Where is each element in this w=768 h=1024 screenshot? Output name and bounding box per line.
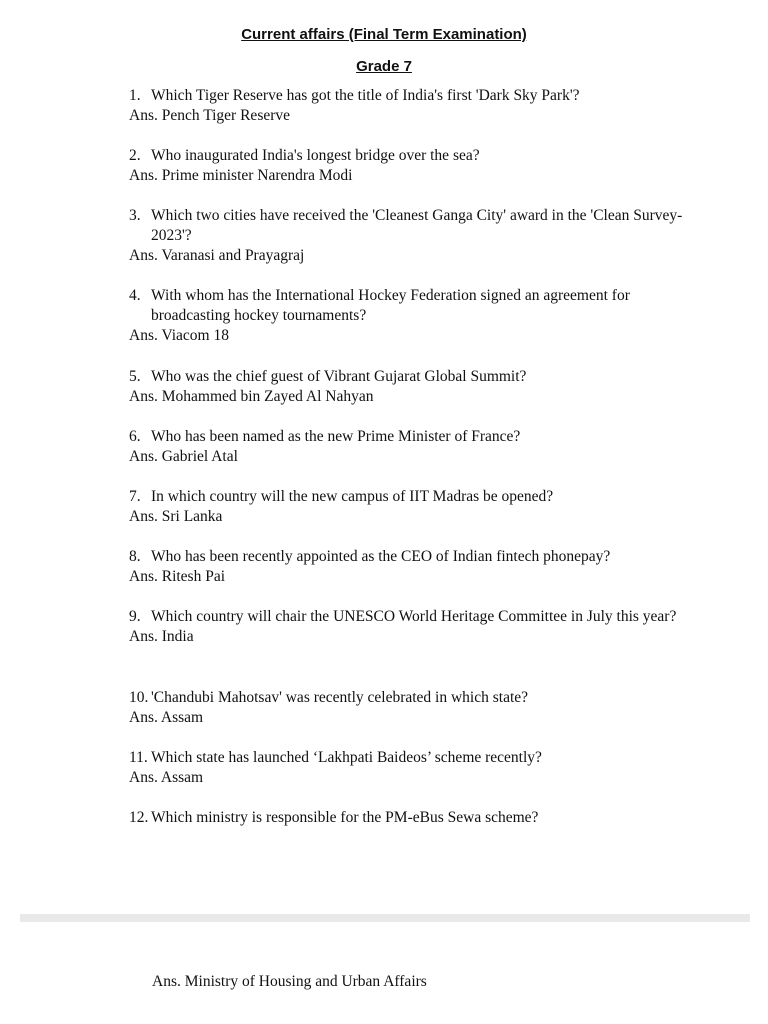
answer-text: Ans. Varanasi and Prayagraj xyxy=(129,247,305,264)
question-number: 3. xyxy=(129,207,141,224)
question-text: Who was the chief guest of Vibrant Gujarat Global Summit? xyxy=(151,368,527,385)
page-title: Current affairs (Final Term Examination) xyxy=(241,26,527,43)
question-number: 5. xyxy=(129,368,141,385)
question-number: 1. xyxy=(129,87,141,104)
question-text: 'Chandubi Mahotsav' was recently celebrated in which state? xyxy=(151,689,529,706)
continuation-answer: Ans. Ministry of Housing and Urban Affairs xyxy=(152,973,427,990)
answer-text: Ans. Prime minister Narendra Modi xyxy=(129,167,353,184)
question-number: 10. xyxy=(129,689,149,706)
question-text: Which Tiger Reserve has got the title of India's first 'Dark Sky Park'? xyxy=(151,87,580,104)
qa-item-9 xyxy=(129,607,689,647)
question-text: Who has been named as the new Prime Minister of France? xyxy=(151,428,521,445)
answer-text: Ans. Ritesh Pai xyxy=(129,568,226,585)
answer-text: Ans. Assam xyxy=(129,769,204,786)
qa-item-5 xyxy=(129,367,689,407)
question-number: 8. xyxy=(129,548,141,565)
question-text: Who inaugurated India's longest bridge over the sea? xyxy=(151,147,480,164)
question-text: In which country will the new campus of IIT Madras be opened? xyxy=(151,488,554,505)
question-number: 2. xyxy=(129,147,141,164)
qa-item-7 xyxy=(129,487,689,527)
answer-text: Ans. Assam xyxy=(129,709,204,726)
question-text: Who has been recently appointed as the CEO of Indian fintech phonepay? xyxy=(151,548,611,565)
question-number: 4. xyxy=(129,287,141,304)
qa-item-3 xyxy=(129,206,689,266)
answer-text: Ans. Viacom 18 xyxy=(129,327,229,344)
qa-item-10 xyxy=(129,688,689,728)
qa-item-4 xyxy=(129,286,689,346)
question-text: With whom has the International Hockey Federation signed an agreement for broadcasting hockey tournaments? xyxy=(151,287,630,324)
question-number: 7. xyxy=(129,488,141,505)
answer-text: Ans. Sri Lanka xyxy=(129,508,223,525)
question-text: Which two cities have received the 'Cleanest Ganga City' award in the 'Clean Survey-2023'? xyxy=(151,207,683,244)
qa-item-1 xyxy=(129,86,689,126)
qa-item-6 xyxy=(129,427,689,467)
question-text: Which state has launched ‘Lakhpati Baideos’ scheme recently? xyxy=(151,749,542,766)
answer-text: Ans. Pench Tiger Reserve xyxy=(129,107,291,124)
grade-heading: Grade 7 xyxy=(356,58,412,75)
question-number: 6. xyxy=(129,428,141,445)
question-text: Which country will chair the UNESCO World Heritage Committee in July this year? xyxy=(151,608,677,625)
question-number: 9. xyxy=(129,608,141,625)
qa-item-8 xyxy=(129,547,689,587)
answer-text: Ans. Mohammed bin Zayed Al Nahyan xyxy=(129,388,374,405)
answer-text: Ans. India xyxy=(129,628,194,645)
qa-item-12 xyxy=(129,808,689,828)
page-break-divider xyxy=(20,914,750,922)
answer-text: Ans. Gabriel Atal xyxy=(129,448,238,465)
qa-item-2 xyxy=(129,146,689,186)
question-number: 12. xyxy=(129,809,149,826)
qa-item-11 xyxy=(129,748,689,788)
question-text: Which ministry is responsible for the PM-eBus Sewa scheme? xyxy=(151,809,539,826)
question-number: 11. xyxy=(129,749,148,766)
